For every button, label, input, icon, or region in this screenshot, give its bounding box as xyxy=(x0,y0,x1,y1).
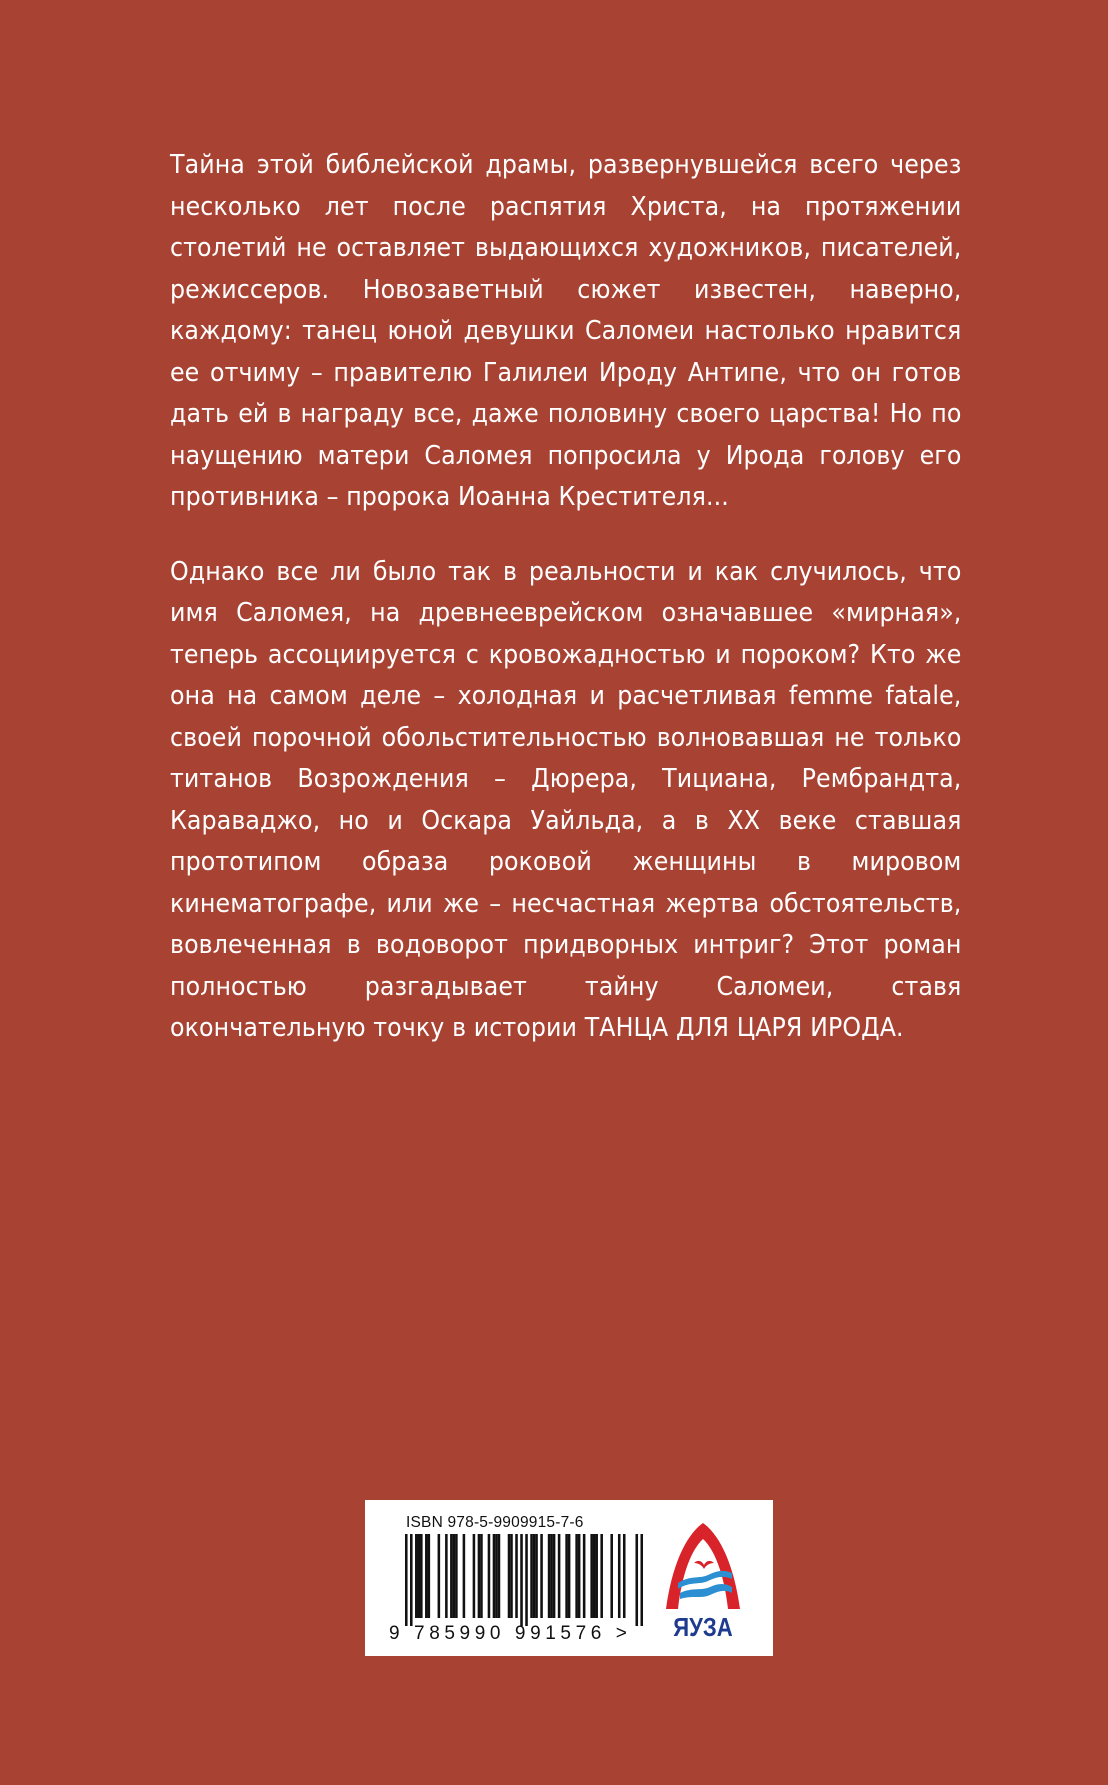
barcode-bar xyxy=(493,1534,496,1618)
barcode-bar xyxy=(618,1534,621,1618)
barcode-bar xyxy=(445,1534,448,1618)
barcode-bar xyxy=(610,1534,613,1618)
barcode-bar xyxy=(488,1534,491,1618)
barcode-bar xyxy=(595,1534,598,1618)
barcode-bar xyxy=(530,1534,533,1618)
barcode-bar xyxy=(498,1534,501,1618)
barcode-bar xyxy=(463,1534,466,1618)
barcode-bar xyxy=(575,1534,578,1618)
blurb-text xyxy=(170,145,962,1083)
barcode-bar xyxy=(515,1534,518,1618)
barcode-bar xyxy=(533,1534,536,1618)
barcode-bar xyxy=(455,1534,458,1618)
barcode-bar xyxy=(415,1534,418,1618)
barcode-bar xyxy=(550,1534,553,1618)
publisher-logo-icon xyxy=(656,1517,750,1613)
barcode-bar xyxy=(508,1534,511,1618)
barcode-bar xyxy=(525,1534,528,1626)
barcode-bar xyxy=(553,1534,556,1618)
barcode-bar xyxy=(510,1534,513,1618)
barcode-bar xyxy=(568,1534,571,1618)
publisher-logo-text: ЯУЗА xyxy=(673,1612,733,1642)
barcode-bar xyxy=(410,1534,413,1626)
barcode-bar xyxy=(450,1534,453,1618)
blurb-paragraph-1: Тайна этой библейской драмы, развернувшейся всего через несколько лет после распятия Христа, на протяжении столетий не оставляет выдающихся художников, писателей, режиссеров. Новозаветный сюжет известен, наверно, каждому: танец юной девушки Саломеи настолько нравится ее отчиму – правителю Галилеи Ироду Антипе, что он готов дать ей в награду все, даже половину своего царства! Но по наущению матери Саломея попросила у Ирода голову его противника – пророка Иоанна Крестителя... xyxy=(170,150,962,512)
barcode-bar xyxy=(548,1534,551,1618)
barcode-bar xyxy=(540,1534,543,1618)
barcode xyxy=(405,1534,643,1626)
isbn-label: ISBN 978-5-9909915-7-6 xyxy=(406,1514,584,1531)
barcode-bar xyxy=(623,1534,626,1618)
barcode-bar xyxy=(520,1534,523,1626)
barcode-bar xyxy=(438,1534,441,1618)
blurb-paragraph-2: Однако все ли было так в реальности и как случилось, что имя Саломея, на древнееврейском означавшее «мирная», теперь ассоциируется с кровожадностью и пороком? Кто же она на самом деле – холодная и расчетливая femme fatale, своей порочной обольстительностью волновавшая не только титанов Возрождения – Дюрера, Тициана, Рембрандта, Караваджо, но и Оскара Уайльда, а в XX веке ставшая прототипом образа роковой женщины в мировом кинематографе, или же – несчастная жертва обстоятельств, вовлеченная в водоворот придворных интриг? Этот роман полностью разгадывает тайну Саломеи, ставя окончательную точку в истории ТАНЦА ДЛЯ ЦАРЯ ИРОДА. xyxy=(170,556,962,1043)
barcode-bar xyxy=(583,1534,586,1618)
barcode-bar xyxy=(578,1534,581,1618)
barcode-bar xyxy=(478,1534,481,1618)
barcode-bar xyxy=(453,1534,456,1618)
barcode-bar xyxy=(600,1534,603,1618)
barcode-bar xyxy=(565,1534,568,1618)
barcode-bar xyxy=(590,1534,593,1618)
barcode-bar xyxy=(418,1534,421,1618)
barcode-bar xyxy=(405,1534,408,1626)
barcode-bar xyxy=(640,1534,643,1626)
barcode-bar xyxy=(473,1534,476,1618)
barcode-bar xyxy=(593,1534,596,1618)
barcode-bar xyxy=(495,1534,498,1618)
barcode-bar xyxy=(535,1534,538,1618)
barcode-panel xyxy=(365,1500,773,1656)
barcode-bar xyxy=(425,1534,428,1618)
barcode-bar xyxy=(558,1534,561,1618)
barcode-bar xyxy=(428,1534,431,1618)
barcode-digits: 9 785990 991576 > xyxy=(389,1623,632,1644)
barcode-bar xyxy=(635,1534,638,1626)
barcode-bar xyxy=(480,1534,483,1618)
barcode-bar xyxy=(420,1534,423,1618)
